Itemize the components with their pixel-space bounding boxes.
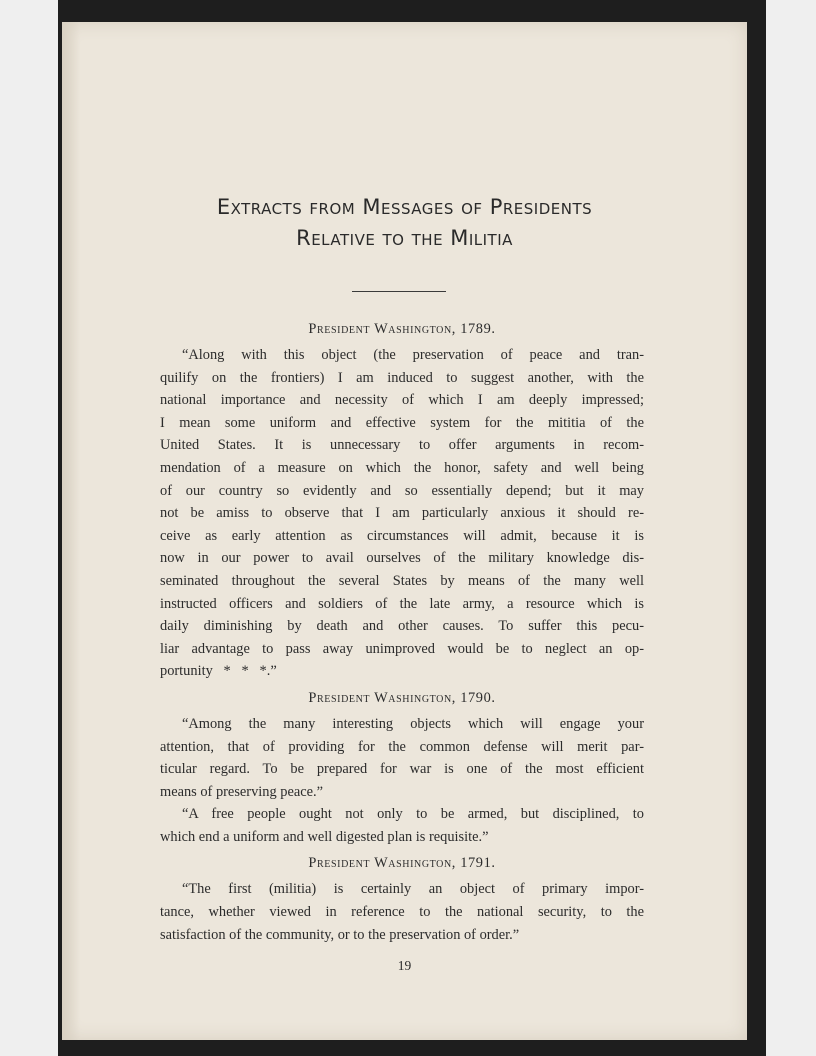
text-line: United States. It is unnecessary to offer arguments in recom- <box>160 437 644 454</box>
text-line: not be amiss to observe that I am particularly anxious it should re- <box>160 505 644 522</box>
paragraph <box>160 878 644 946</box>
text-line: quilify on the frontiers) I am induced to suggest another, with the <box>160 369 644 386</box>
text-line: tance, whether viewed in reference to the national security, to the <box>160 904 644 921</box>
page-title <box>62 192 747 254</box>
paragraph <box>160 344 644 683</box>
text-line: attention, that of providing for the common defense will merit par- <box>160 738 644 755</box>
text-line: instructed officers and soldiers of the late army, a resource which is <box>160 595 644 612</box>
title-line-1: Extracts from Messages of Presidents <box>216 195 593 219</box>
text-line: which end a uniform and well digested plan is requisite.” <box>160 828 489 845</box>
title-divider <box>352 291 446 292</box>
section-heading: President Washington, 1791. <box>308 855 496 872</box>
section-heading: President Washington, 1789. <box>308 321 496 337</box>
page-body <box>160 314 644 946</box>
section-washington-1791 <box>160 848 644 946</box>
section-washington-1789 <box>160 314 644 683</box>
text-line: national importance and necessity of which I am deeply impressed; <box>160 392 644 409</box>
page-gutter-shadow <box>62 22 80 1040</box>
text-line: daily diminishing by death and other causes. To suffer this pecu- <box>160 618 644 635</box>
paragraph <box>160 713 644 803</box>
text-line: I mean some uniform and effective system for the mititia of the <box>160 414 644 431</box>
text-line: now in our power to avail ourselves of the military knowledge dis- <box>160 550 644 567</box>
section-heading: President Washington, 1790. <box>308 689 496 706</box>
text-line: ticular regard. To be prepared for war is one of the most efficient <box>160 761 644 778</box>
text-line: mendation of a measure on which the honor, safety and well being <box>160 459 644 476</box>
text-line: portunity * * *.” <box>160 663 277 680</box>
text-line: “A free people ought not only to be armed, but disciplined, to <box>182 806 644 823</box>
page-number: 19 <box>397 958 412 973</box>
text-line: ceive as early attention as circumstances will admit, because it is <box>160 527 644 544</box>
text-line: satisfaction of the community, or to the preservation of order.” <box>160 926 520 943</box>
text-line: “Along with this object (the preservation of peace and tran- <box>182 347 644 363</box>
text-line: seminated throughout the several States by means of the many well <box>160 572 644 589</box>
text-line: “Among the many interesting objects which will engage your <box>182 715 644 732</box>
paragraph <box>160 803 644 848</box>
title-line-2: Relative to the Militia <box>296 226 513 250</box>
text-line: “The first (militia) is certainly an object of primary impor- <box>182 881 644 898</box>
book-page <box>62 22 747 1040</box>
text-line: means of preserving peace.” <box>160 783 324 800</box>
text-line: liar advantage to pass away unimproved would be to neglect an op- <box>160 640 644 657</box>
text-line: of our country so evidently and so essentially depend; but it may <box>160 482 644 499</box>
section-washington-1790 <box>160 683 644 849</box>
